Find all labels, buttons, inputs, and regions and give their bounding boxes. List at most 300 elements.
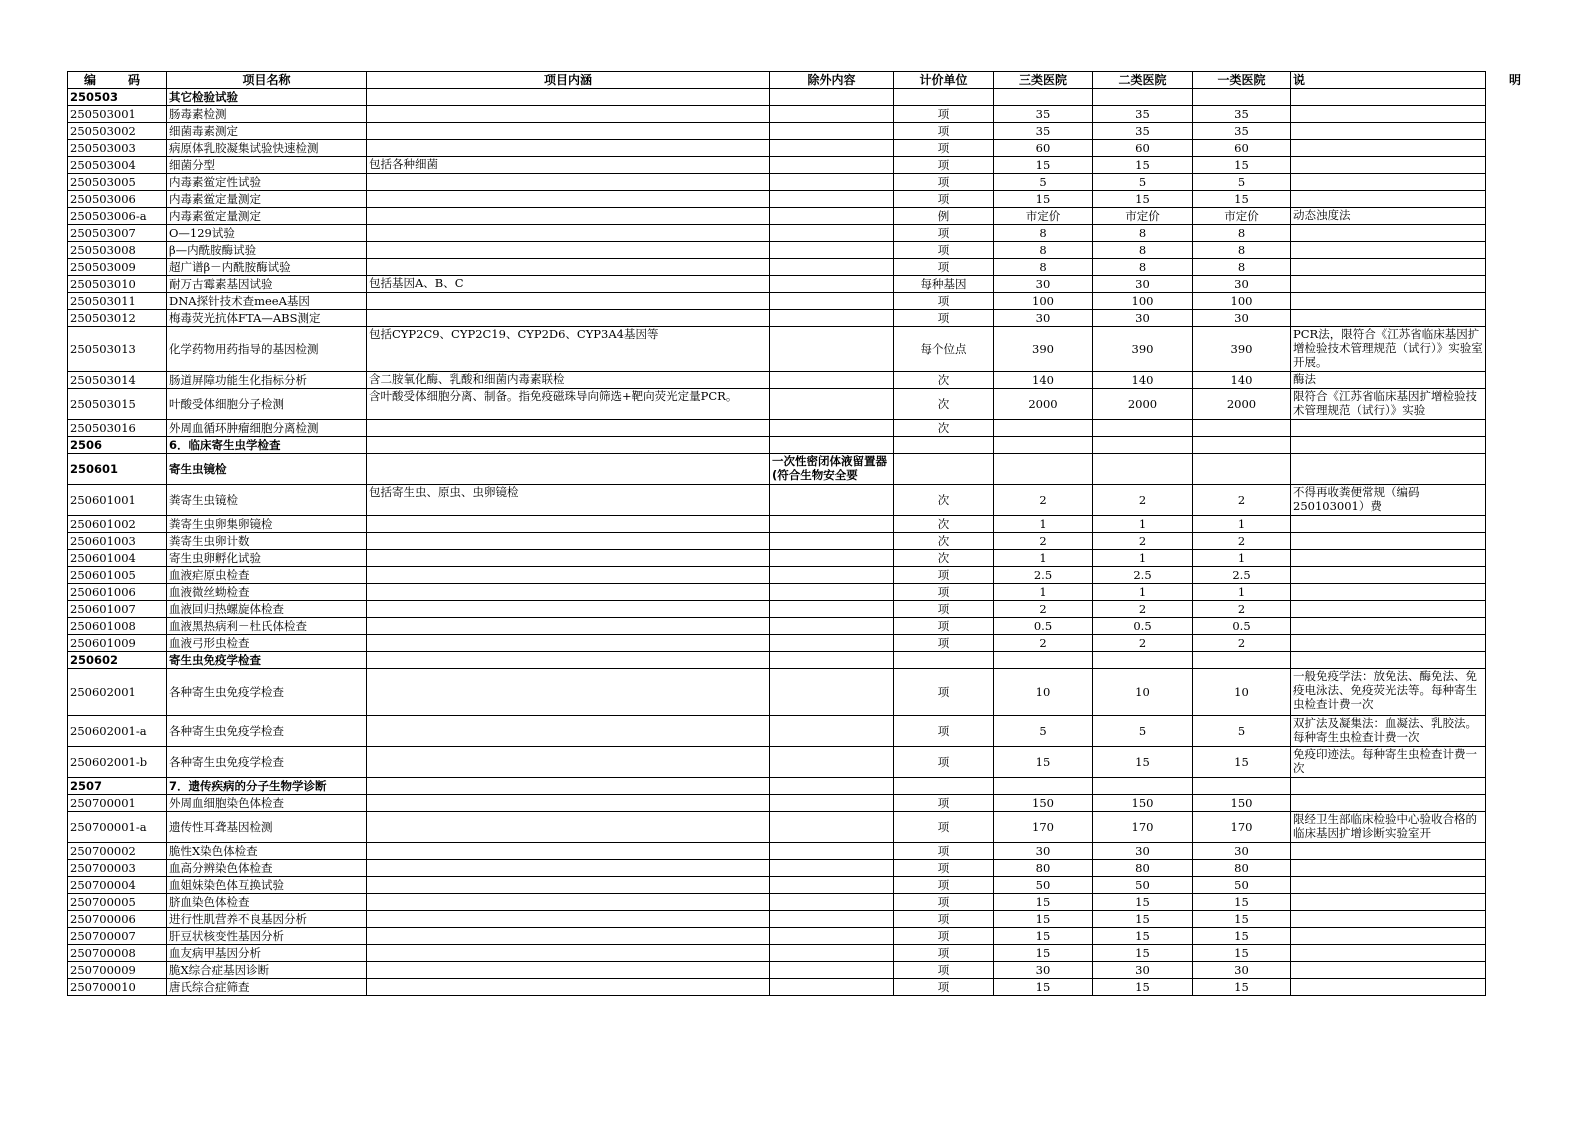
table-row: [68, 962, 1486, 979]
cell-code: 2506: [68, 437, 167, 454]
table-row: [68, 635, 1486, 652]
cell-code: 250503008: [68, 242, 167, 259]
cell-class1-price: 1: [1193, 584, 1291, 601]
cell-code: 250503004: [68, 157, 167, 174]
table-row: [68, 157, 1486, 174]
cell-class2-price: 30: [1093, 843, 1193, 860]
cell-class2-price: 15: [1093, 157, 1193, 174]
cell-name: O—129试验: [167, 225, 367, 242]
header-unit: 计价单位: [894, 72, 994, 89]
cell-class1-price: 1: [1193, 516, 1291, 533]
cell-name: 寄生虫镜检: [167, 454, 367, 485]
cell-unit: 项: [894, 584, 994, 601]
cell-class2-price: 0.5: [1093, 618, 1193, 635]
cell-class2-price: 15: [1093, 979, 1193, 996]
cell-code: 250700001: [68, 795, 167, 812]
table-row: [68, 259, 1486, 276]
cell-excluded: [770, 140, 894, 157]
cell-class2-price: 2000: [1093, 389, 1193, 420]
cell-note: [1291, 962, 1486, 979]
cell-content: [367, 550, 770, 567]
cell-excluded: [770, 516, 894, 533]
cell-class1-price: 15: [1193, 191, 1291, 208]
cell-name: 血高分辨染色体检查: [167, 860, 367, 877]
cell-name: 外周血细胞染色体检查: [167, 795, 367, 812]
table-row: [68, 516, 1486, 533]
cell-unit: [894, 437, 994, 454]
cell-code: 250601005: [68, 567, 167, 584]
table-row: [68, 140, 1486, 157]
cell-class1-price: [1193, 778, 1291, 795]
cell-class2-price: 150: [1093, 795, 1193, 812]
cell-class2-price: 8: [1093, 259, 1193, 276]
cell-note: [1291, 894, 1486, 911]
cell-class2-price: [1093, 89, 1193, 106]
cell-class3-price: 30: [994, 276, 1093, 293]
cell-content: [367, 669, 770, 716]
cell-content: [367, 911, 770, 928]
cell-class1-price: 2: [1193, 533, 1291, 550]
cell-class2-price: [1093, 420, 1193, 437]
cell-class2-price: 35: [1093, 106, 1193, 123]
cell-name: 粪寄生虫卵集卵镜检: [167, 516, 367, 533]
cell-class1-price: 8: [1193, 225, 1291, 242]
cell-name: 细菌毒素测定: [167, 123, 367, 140]
cell-class1-price: 100: [1193, 293, 1291, 310]
cell-excluded: [770, 618, 894, 635]
cell-name: 6．临床寄生虫学检查: [167, 437, 367, 454]
cell-class3-price: 35: [994, 123, 1093, 140]
cell-class1-price: 2: [1193, 601, 1291, 618]
table-row: [68, 860, 1486, 877]
cell-note: [1291, 795, 1486, 812]
cell-class3-price: 50: [994, 877, 1093, 894]
cell-class2-price: 2.5: [1093, 567, 1193, 584]
cell-class3-price: 市定价: [994, 208, 1093, 225]
cell-class2-price: 80: [1093, 860, 1193, 877]
cell-class3-price: 15: [994, 157, 1093, 174]
cell-name: 寄生虫卵孵化试验: [167, 550, 367, 567]
cell-class1-price: [1193, 652, 1291, 669]
cell-unit: 项: [894, 894, 994, 911]
cell-unit: 项: [894, 157, 994, 174]
cell-class3-price: [994, 420, 1093, 437]
cell-excluded: [770, 389, 894, 420]
cell-class1-price: 150: [1193, 795, 1291, 812]
cell-class1-price: [1193, 454, 1291, 485]
cell-unit: 每种基因: [894, 276, 994, 293]
cell-code: 250700008: [68, 945, 167, 962]
cell-name: 外周血循环肿瘤细胞分离检测: [167, 420, 367, 437]
cell-name: 进行性肌营养不良基因分析: [167, 911, 367, 928]
cell-class1-price: 2.5: [1193, 567, 1291, 584]
cell-content: [367, 106, 770, 123]
cell-class1-price: 60: [1193, 140, 1291, 157]
cell-excluded: [770, 225, 894, 242]
cell-name: 各种寄生虫免疫学检查: [167, 747, 367, 778]
cell-class2-price: 5: [1093, 174, 1193, 191]
cell-note: [1291, 635, 1486, 652]
cell-class1-price: 390: [1193, 327, 1291, 372]
cell-class2-price: 15: [1093, 191, 1193, 208]
cell-class1-price: 15: [1193, 747, 1291, 778]
cell-class1-price: 0.5: [1193, 618, 1291, 635]
cell-class1-price: [1193, 437, 1291, 454]
cell-code: 250503: [68, 89, 167, 106]
cell-unit: 每个位点: [894, 327, 994, 372]
cell-class3-price: 15: [994, 911, 1093, 928]
cell-unit: 项: [894, 669, 994, 716]
cell-name: 各种寄生虫免疫学检查: [167, 716, 367, 747]
cell-class1-price: 10: [1193, 669, 1291, 716]
table-row: [68, 327, 1486, 372]
cell-content: [367, 716, 770, 747]
cell-class3-price: [994, 652, 1093, 669]
cell-content: [367, 533, 770, 550]
cell-class3-price: 1: [994, 550, 1093, 567]
table-row: [68, 276, 1486, 293]
cell-excluded: [770, 420, 894, 437]
cell-name: β—内酰胺酶试验: [167, 242, 367, 259]
cell-note: [1291, 778, 1486, 795]
cell-note: [1291, 601, 1486, 618]
cell-class3-price: 150: [994, 795, 1093, 812]
cell-unit: 项: [894, 747, 994, 778]
cell-note: [1291, 533, 1486, 550]
cell-name: 各种寄生虫免疫学检查: [167, 669, 367, 716]
cell-excluded: [770, 812, 894, 843]
cell-class2-price: 30: [1093, 962, 1193, 979]
cell-class1-price: 170: [1193, 812, 1291, 843]
section-row: [68, 778, 1486, 795]
cell-unit: 项: [894, 911, 994, 928]
cell-excluded: [770, 962, 894, 979]
cell-class3-price: [994, 454, 1093, 485]
cell-content: [367, 242, 770, 259]
cell-note: [1291, 437, 1486, 454]
table-row: [68, 208, 1486, 225]
cell-name: 耐万古霉素基因试验: [167, 276, 367, 293]
cell-code: 250503011: [68, 293, 167, 310]
cell-unit: 项: [894, 567, 994, 584]
cell-name: 唐氏综合症筛查: [167, 979, 367, 996]
cell-class1-price: 2000: [1193, 389, 1291, 420]
cell-code: 250700003: [68, 860, 167, 877]
cell-name: 肠毒素检测: [167, 106, 367, 123]
cell-content: 含二胺氧化酶、乳酸和细菌内毒素联检: [367, 372, 770, 389]
cell-note: [1291, 843, 1486, 860]
table-row: [68, 242, 1486, 259]
cell-class2-price: 390: [1093, 327, 1193, 372]
cell-unit: 项: [894, 812, 994, 843]
cell-code: 250601006: [68, 584, 167, 601]
cell-content: [367, 225, 770, 242]
cell-unit: 项: [894, 225, 994, 242]
cell-note: [1291, 191, 1486, 208]
cell-content: [367, 928, 770, 945]
cell-note: [1291, 242, 1486, 259]
table-body: [68, 89, 1486, 996]
cell-class3-price: 2000: [994, 389, 1093, 420]
cell-unit: 次: [894, 516, 994, 533]
cell-note: [1291, 140, 1486, 157]
cell-unit: 项: [894, 191, 994, 208]
cell-note: 限符合《江苏省临床基因扩增检验技术管理规范（试行）》实验: [1291, 389, 1486, 420]
cell-content: [367, 877, 770, 894]
cell-code: 250503015: [68, 389, 167, 420]
cell-code: 250601007: [68, 601, 167, 618]
header-note: 说 明: [1291, 72, 1486, 89]
cell-content: 包括CYP2C9、CYP2C19、CYP2D6、CYP3A4基因等: [367, 327, 770, 372]
cell-note: [1291, 310, 1486, 327]
table-row: [68, 293, 1486, 310]
cell-content: [367, 208, 770, 225]
cell-note: [1291, 945, 1486, 962]
cell-unit: 项: [894, 843, 994, 860]
cell-excluded: [770, 437, 894, 454]
cell-unit: 次: [894, 533, 994, 550]
cell-unit: 项: [894, 877, 994, 894]
cell-excluded: [770, 979, 894, 996]
header-class2-hospital: 二类医院: [1093, 72, 1193, 89]
cell-class1-price: 15: [1193, 979, 1291, 996]
cell-note: [1291, 652, 1486, 669]
cell-class3-price: 1: [994, 584, 1093, 601]
cell-class1-price: 2: [1193, 485, 1291, 516]
cell-excluded: [770, 372, 894, 389]
table-row: [68, 669, 1486, 716]
cell-excluded: [770, 567, 894, 584]
cell-class2-price: 15: [1093, 945, 1193, 962]
cell-name: DNA探针技术查meeA基因: [167, 293, 367, 310]
cell-note: [1291, 928, 1486, 945]
cell-unit: 项: [894, 795, 994, 812]
cell-code: 250700001-a: [68, 812, 167, 843]
cell-excluded: [770, 601, 894, 618]
cell-code: 250503006-a: [68, 208, 167, 225]
cell-code: 250700004: [68, 877, 167, 894]
cell-class3-price: [994, 437, 1093, 454]
cell-note: [1291, 225, 1486, 242]
table-row: [68, 843, 1486, 860]
header-code: 编 码: [68, 72, 167, 89]
cell-excluded: [770, 157, 894, 174]
cell-code: 250503014: [68, 372, 167, 389]
cell-name: 梅毒荧光抗体FTA—ABS测定: [167, 310, 367, 327]
cell-class3-price: [994, 778, 1093, 795]
cell-class1-price: 50: [1193, 877, 1291, 894]
cell-class2-price: 市定价: [1093, 208, 1193, 225]
cell-unit: [894, 778, 994, 795]
header-content: 项目内涵: [367, 72, 770, 89]
table-row: [68, 795, 1486, 812]
cell-class3-price: 2.5: [994, 567, 1093, 584]
cell-class3-price: 8: [994, 242, 1093, 259]
header-excluded: 除外内容: [770, 72, 894, 89]
header-row: [68, 72, 1486, 89]
cell-class3-price: 8: [994, 225, 1093, 242]
cell-code: 250503006: [68, 191, 167, 208]
cell-code: 250602001-b: [68, 747, 167, 778]
cell-note: [1291, 276, 1486, 293]
cell-note: [1291, 911, 1486, 928]
cell-class3-price: 35: [994, 106, 1093, 123]
cell-content: 包括寄生虫、原虫、虫卵镜检: [367, 485, 770, 516]
table-row: [68, 584, 1486, 601]
cell-unit: 项: [894, 979, 994, 996]
cell-excluded: [770, 123, 894, 140]
cell-code: 250601004: [68, 550, 167, 567]
cell-unit: 次: [894, 420, 994, 437]
header-name: 项目名称: [167, 72, 367, 89]
cell-class2-price: [1093, 454, 1193, 485]
cell-class1-price: 市定价: [1193, 208, 1291, 225]
cell-unit: 次: [894, 372, 994, 389]
cell-content: [367, 567, 770, 584]
cell-note: [1291, 584, 1486, 601]
cell-class3-price: 15: [994, 945, 1093, 962]
table-row: [68, 174, 1486, 191]
cell-class2-price: 30: [1093, 276, 1193, 293]
cell-excluded: [770, 928, 894, 945]
cell-content: [367, 293, 770, 310]
cell-class2-price: 1: [1093, 516, 1193, 533]
cell-class2-price: 35: [1093, 123, 1193, 140]
cell-code: 250601002: [68, 516, 167, 533]
cell-code: 250601008: [68, 618, 167, 635]
table-row: [68, 420, 1486, 437]
cell-class3-price: 390: [994, 327, 1093, 372]
cell-unit: 次: [894, 550, 994, 567]
cell-name: 脆X综合症基因诊断: [167, 962, 367, 979]
cell-note: PCR法，限符合《江苏省临床基因扩增检验技术管理规范（试行）》实验室开展。: [1291, 327, 1486, 372]
cell-code: 250602001-a: [68, 716, 167, 747]
cell-name: 超广谱β－内酰胺酶试验: [167, 259, 367, 276]
cell-code: 250700010: [68, 979, 167, 996]
cell-unit: 项: [894, 140, 994, 157]
cell-name: 肠道屏障功能生化指标分析: [167, 372, 367, 389]
cell-content: [367, 962, 770, 979]
cell-excluded: [770, 276, 894, 293]
cell-unit: 项: [894, 860, 994, 877]
cell-content: [367, 778, 770, 795]
cell-code: 250601: [68, 454, 167, 485]
cell-name: 粪寄生虫卵计数: [167, 533, 367, 550]
table-row: [68, 123, 1486, 140]
cell-excluded: [770, 747, 894, 778]
cell-unit: 项: [894, 259, 994, 276]
table-row: [68, 747, 1486, 778]
cell-excluded: [770, 259, 894, 276]
table-row: [68, 550, 1486, 567]
cell-class1-price: 1: [1193, 550, 1291, 567]
cell-note: [1291, 157, 1486, 174]
cell-note: [1291, 293, 1486, 310]
cell-content: [367, 310, 770, 327]
cell-class1-price: 15: [1193, 894, 1291, 911]
cell-code: 250503013: [68, 327, 167, 372]
cell-code: 250503009: [68, 259, 167, 276]
cell-code: 250700007: [68, 928, 167, 945]
cell-note: [1291, 123, 1486, 140]
cell-excluded: [770, 550, 894, 567]
cell-name: 叶酸受体细胞分子检测: [167, 389, 367, 420]
cell-class2-price: 15: [1093, 894, 1193, 911]
cell-content: 含叶酸受体细胞分离、制备。指免疫磁珠导向筛选+靶向荧光定量PCR。: [367, 389, 770, 420]
cell-class2-price: 15: [1093, 928, 1193, 945]
cell-unit: 项: [894, 106, 994, 123]
cell-class2-price: 2: [1093, 635, 1193, 652]
cell-content: [367, 635, 770, 652]
table-row: [68, 812, 1486, 843]
cell-code: 250503007: [68, 225, 167, 242]
cell-class2-price: 5: [1093, 716, 1193, 747]
cell-unit: 次: [894, 389, 994, 420]
cell-unit: 项: [894, 310, 994, 327]
cell-unit: 例: [894, 208, 994, 225]
cell-class1-price: 15: [1193, 157, 1291, 174]
cell-name: 血液黑热病利－杜氏体检查: [167, 618, 367, 635]
cell-name: 血友病甲基因分析: [167, 945, 367, 962]
cell-excluded: [770, 716, 894, 747]
cell-class2-price: [1093, 778, 1193, 795]
cell-class3-price: 5: [994, 174, 1093, 191]
price-table: [67, 71, 1582, 996]
cell-class1-price: 5: [1193, 174, 1291, 191]
cell-class3-price: 80: [994, 860, 1093, 877]
cell-unit: 项: [894, 123, 994, 140]
cell-note: 一般免疫学法：放免法、酶免法、免疫电泳法、免疫荧光法等。每种寄生虫检查计费一次: [1291, 669, 1486, 716]
cell-note: 酶法: [1291, 372, 1486, 389]
cell-excluded: [770, 860, 894, 877]
cell-class3-price: 1: [994, 516, 1093, 533]
cell-note: 不得再收粪便常规（编码250103001）费: [1291, 485, 1486, 516]
cell-content: [367, 174, 770, 191]
cell-class2-price: 8: [1093, 225, 1193, 242]
cell-class2-price: 15: [1093, 747, 1193, 778]
cell-note: [1291, 550, 1486, 567]
cell-excluded: [770, 843, 894, 860]
cell-note: 双扩法及凝集法：血凝法、乳胶法。每种寄生虫检查计费一次: [1291, 716, 1486, 747]
cell-name: 细菌分型: [167, 157, 367, 174]
table-row: [68, 485, 1486, 516]
cell-class1-price: [1193, 420, 1291, 437]
cell-class3-price: 5: [994, 716, 1093, 747]
cell-note: [1291, 89, 1486, 106]
cell-note: [1291, 420, 1486, 437]
cell-code: 250601001: [68, 485, 167, 516]
cell-name: 脐血染色体检查: [167, 894, 367, 911]
cell-class2-price: 30: [1093, 310, 1193, 327]
cell-code: 2507: [68, 778, 167, 795]
cell-content: [367, 894, 770, 911]
cell-note: [1291, 877, 1486, 894]
cell-content: [367, 747, 770, 778]
cell-class3-price: 8: [994, 259, 1093, 276]
cell-class3-price: 2: [994, 635, 1093, 652]
table-row: [68, 618, 1486, 635]
cell-excluded: [770, 877, 894, 894]
cell-name: 内毒素鲎定性试验: [167, 174, 367, 191]
cell-class1-price: 35: [1193, 123, 1291, 140]
cell-class3-price: 15: [994, 894, 1093, 911]
cell-content: [367, 795, 770, 812]
cell-class3-price: 15: [994, 928, 1093, 945]
cell-code: 250503005: [68, 174, 167, 191]
cell-class3-price: 60: [994, 140, 1093, 157]
cell-code: 250503012: [68, 310, 167, 327]
cell-class2-price: 2: [1093, 601, 1193, 618]
